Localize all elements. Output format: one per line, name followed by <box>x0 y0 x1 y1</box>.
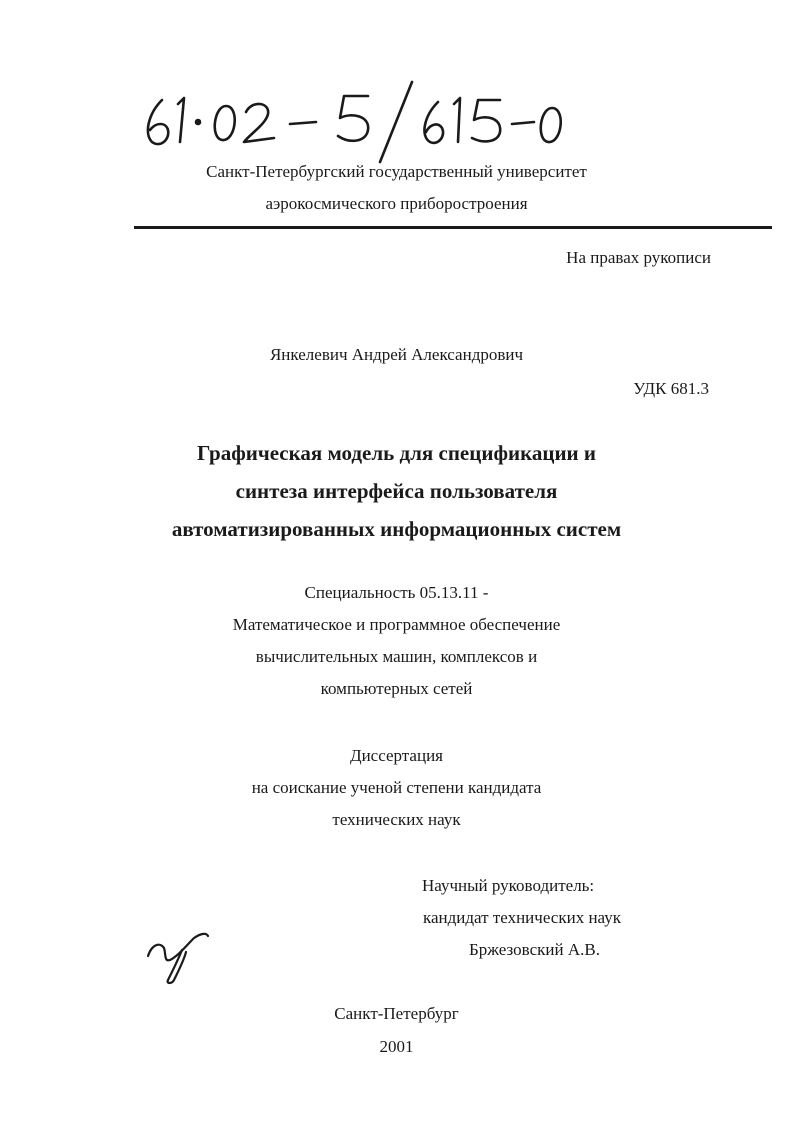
city: Санкт-Петербург <box>334 1004 459 1023</box>
specialty-line-1: Специальность 05.13.11 - <box>304 583 489 602</box>
dissertation-line-2: на соискание ученой степени кандидата <box>251 778 542 797</box>
specialty-line-3: вычислительных машин, комплексов и <box>255 647 538 666</box>
title-line-3: автоматизированных информационных систем <box>171 517 622 541</box>
dissertation-block <box>0 746 793 830</box>
specialty-line-4: компьютерных сетей <box>320 679 473 698</box>
rights-note: На правах рукописи <box>566 248 711 267</box>
title-line-1: Графическая модель для спецификации и <box>197 441 596 465</box>
header-divider <box>134 226 772 229</box>
university-name-line2: аэрокосмического приборостроения <box>265 194 528 213</box>
signature <box>142 930 212 986</box>
supervisor-label: Научный руководитель: <box>422 876 595 895</box>
specialty-block <box>0 583 793 699</box>
university-name-line1: Санкт-Петербургский государственный университет <box>206 162 587 181</box>
dissertation-line-1: Диссертация <box>349 746 443 765</box>
specialty-line-2: Математическое и программное обеспечение <box>232 615 561 634</box>
year: 2001 <box>379 1037 414 1056</box>
handwritten-archive-code <box>140 78 570 164</box>
author-name: Янкелевич Андрей Александрович <box>269 345 524 364</box>
dissertation-line-3: технических наук <box>332 810 461 829</box>
title-line-2: синтеза интерфейса пользователя <box>235 479 558 503</box>
supervisor-name: Бржезовский А.В. <box>469 940 600 959</box>
dissertation-title <box>0 441 793 541</box>
supervisor-degree: кандидат технических наук <box>423 908 621 927</box>
udc-code: УДК 681.3 <box>633 379 709 398</box>
